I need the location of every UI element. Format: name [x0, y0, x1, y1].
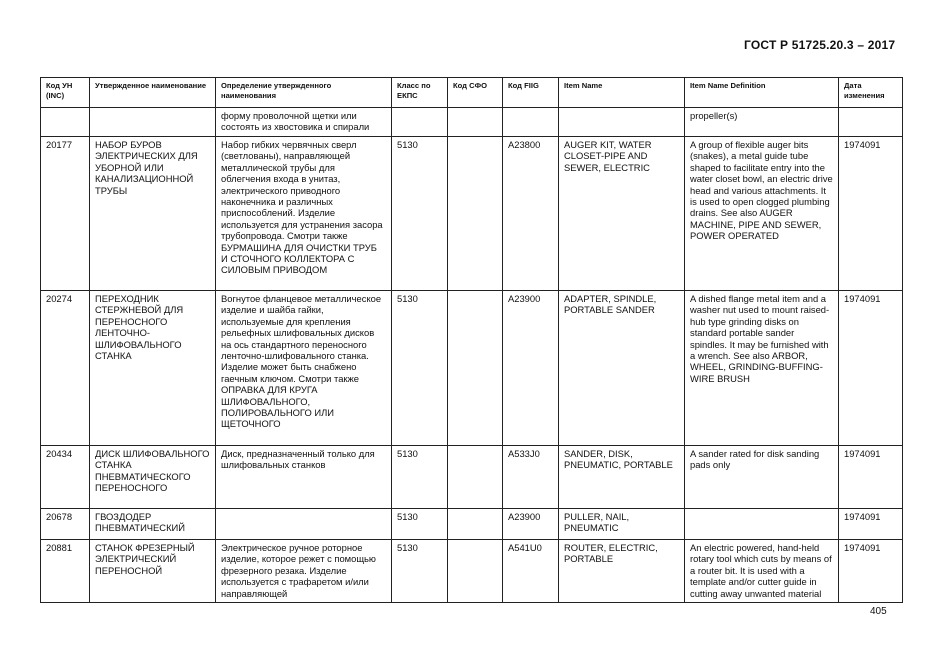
cell-date: 1974091	[839, 540, 903, 603]
cell-item-definition: A dished flange metal item and a washer nut used to mount raised-hub type grinding disks on standard portable sander spindles. It may be furnished with a wrench. See also ARBOR, WHEEL, GRINDING-BUFFING-WIRE BRUSH	[685, 291, 839, 446]
cell-item-definition	[685, 509, 839, 540]
cell-sfo	[448, 509, 503, 540]
cell-ekps	[392, 108, 448, 137]
cell-name: ГВОЗДОДЕР ПНЕВМАТИЧЕСКИЙ	[90, 509, 216, 540]
cell-item-name: PULLER, NAIL, PNEUMATIC	[559, 509, 685, 540]
table-row	[41, 446, 903, 509]
table-header-row	[41, 78, 903, 108]
cell-definition: Вогнутое фланцевое металлическое изделие и шайба гайки, используемые для крепления рельефных шлифовальных дисков на ось стандартного переносного ленточно-шлифовального станка. Изделие может быть снабжено гаечным ключом. Смотри также ОПРАВКА ДЛЯ КРУГА ШЛИФОВАЛЬНОГО, ПОЛИРОВАЛЬНОГО ИЛИ ЩЕТОЧНОГО	[216, 291, 392, 446]
cell-date: 1974091	[839, 291, 903, 446]
col-header-item-definition: Item Name Definition	[685, 78, 839, 108]
cell-code: 20274	[41, 291, 90, 446]
cell-name: ДИСК ШЛИФОВАЛЬНОГО СТАНКА ПНЕВМАТИЧЕСКОГО ПЕРЕНОСНОГО	[90, 446, 216, 509]
cell-ekps: 5130	[392, 509, 448, 540]
col-header-sfo: Код СФО	[448, 78, 503, 108]
cell-date: 1974091	[839, 509, 903, 540]
cell-item-name: ROUTER, ELECTRIC, PORTABLE	[559, 540, 685, 603]
cell-name: ПЕРЕХОДНИК СТЕРЖНЕВОЙ ДЛЯ ПЕРЕНОСНОГО ЛЕНТОЧНО-ШЛИФОВАЛЬНОГО СТАНКА	[90, 291, 216, 446]
cell-sfo	[448, 540, 503, 603]
cell-code: 20881	[41, 540, 90, 603]
cell-fiig: A541U0	[503, 540, 559, 603]
cell-sfo	[448, 137, 503, 291]
table-row	[41, 108, 903, 137]
cell-fiig: A23800	[503, 137, 559, 291]
cell-item-definition: A sander rated for disk sanding pads only	[685, 446, 839, 509]
cell-date: 1974091	[839, 137, 903, 291]
cell-sfo	[448, 446, 503, 509]
col-header-code: Код УН (INC)	[41, 78, 90, 108]
table-row	[41, 137, 903, 291]
cell-sfo	[448, 291, 503, 446]
cell-date: 1974091	[839, 446, 903, 509]
cell-definition: форму проволочной щетки или состоять из хвостовика и спирали	[216, 108, 392, 137]
table-row	[41, 509, 903, 540]
cell-item-name	[559, 108, 685, 137]
cell-item-definition: An electric powered, hand-held rotary tool which cuts by means of a router bit. It is used with a template and/or cutter guide in cutting away unwanted material	[685, 540, 839, 603]
page-number: 405	[870, 606, 887, 617]
cell-code	[41, 108, 90, 137]
cell-item-name: SANDER, DISK, PNEUMATIC, PORTABLE	[559, 446, 685, 509]
items-table	[40, 77, 903, 603]
cell-sfo	[448, 108, 503, 137]
cell-item-definition: propeller(s)	[685, 108, 839, 137]
cell-item-name: AUGER KIT, WATER CLOSET-PIPE AND SEWER, ELECTRIC	[559, 137, 685, 291]
cell-definition: Набор гибких червячных сверл (светлованы), направляющей металлической трубы для облегчения входа в унитаз, электрического приводного наконечника и различных приспособлений. Изделие используется для устранения засора трубопровода. Смотри также БУРМАШИНА ДЛЯ ОЧИСТКИ ТРУБ И СТОЧНОГО КОЛЛЕКТОРА С СИЛОВЫМ ПРИВОДОМ	[216, 137, 392, 291]
cell-definition: Диск, предназначенный только для шлифовальных станков	[216, 446, 392, 509]
cell-code: 20678	[41, 509, 90, 540]
cell-ekps: 5130	[392, 540, 448, 603]
cell-name: СТАНОК ФРЕЗЕРНЫЙ ЭЛЕКТРИЧЕСКИЙ ПЕРЕНОСНОЙ	[90, 540, 216, 603]
table-row	[41, 540, 903, 603]
cell-code: 20177	[41, 137, 90, 291]
col-header-date: Дата изменения	[839, 78, 903, 108]
cell-ekps: 5130	[392, 446, 448, 509]
col-header-ekps: Класс по ЕКПС	[392, 78, 448, 108]
cell-date	[839, 108, 903, 137]
cell-fiig: A23900	[503, 291, 559, 446]
cell-name	[90, 108, 216, 137]
standard-designation: ГОСТ Р 51725.20.3 – 2017	[744, 38, 896, 52]
cell-name: НАБОР БУРОВ ЭЛЕКТРИЧЕСКИХ ДЛЯ УБОРНОЙ ИЛИ КАНАЛИЗАЦИОННОЙ ТРУБЫ	[90, 137, 216, 291]
cell-ekps: 5130	[392, 137, 448, 291]
col-header-fiig: Код FIIG	[503, 78, 559, 108]
cell-item-name: ADAPTER, SPINDLE, PORTABLE SANDER	[559, 291, 685, 446]
col-header-name: Утвержденное наименование	[90, 78, 216, 108]
col-header-item-name: Item Name	[559, 78, 685, 108]
col-header-definition: Определение утвержденного наименования	[216, 78, 392, 108]
cell-ekps: 5130	[392, 291, 448, 446]
cell-fiig: A533J0	[503, 446, 559, 509]
cell-definition: Электрическое ручное роторное изделие, которое режет с помощью фрезерного резака. Изделие используется с трафаретом и/или направляющей	[216, 540, 392, 603]
cell-item-definition: A group of flexible auger bits (snakes), a metal guide tube shaped to facilitate entry into the water closet bowl, an electric drive head and various attachments. It is used to open clogged plumbing drains. See also AUGER MACHINE, PIPE AND SEWER, POWER OPERATED	[685, 137, 839, 291]
cell-fiig	[503, 108, 559, 137]
table-row	[41, 291, 903, 446]
cell-definition	[216, 509, 392, 540]
cell-code: 20434	[41, 446, 90, 509]
cell-fiig: A23900	[503, 509, 559, 540]
